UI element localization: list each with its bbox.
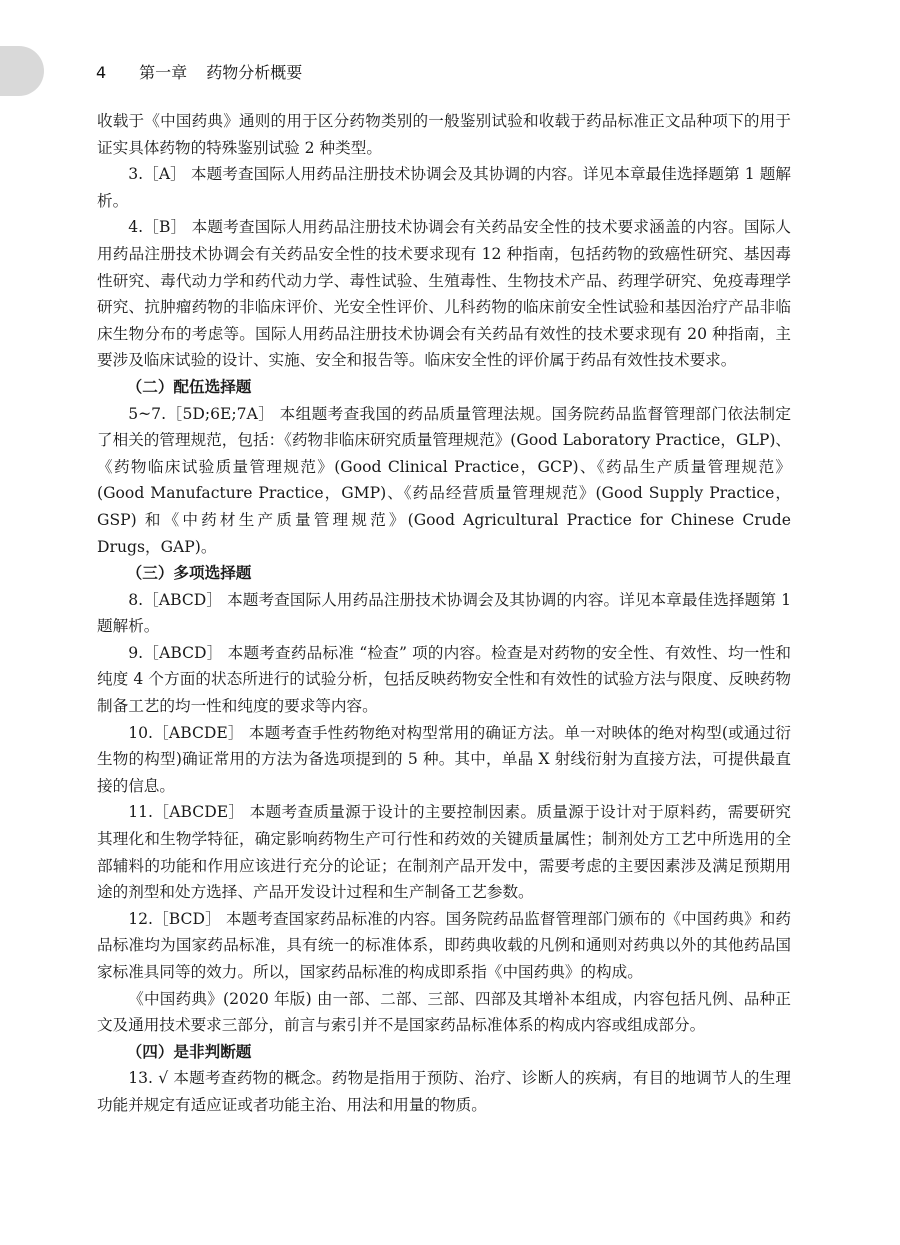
paragraph: 9.［ABCD］ 本题考查药品标准 “检查” 项的内容。检查是对药物的安全性、有效性、均一性和纯度 4 个方面的状态所进行的试验分析，包括反映药物安全性和有效性的试验方法与限度、反映药物制备工艺的均一性和纯度的要求等内容。 <box>97 643 791 716</box>
page-body <box>97 108 791 1119</box>
section-heading: （四）是非判断题 <box>126 1042 252 1061</box>
paragraph: 《中国药典》(2020 年版) 由一部、二部、三部、四部及其增补本组成，内容包括凡例、品种正文及通用技术要求三部分，前言与索引并不是国家药品标准体系的构成内容或组成部分。 <box>97 989 791 1035</box>
paragraph: 8.［ABCD］ 本题考查国际人用药品注册技术协调会及其协调的内容。详见本章最佳选择题第 1 题解析。 <box>97 590 791 636</box>
running-header <box>96 60 302 83</box>
paragraph: 10.［ABCDE］ 本题考查手性药物绝对构型常用的确证方法。单一对映体的绝对构型(或通过衍生物的构型)确证常用的方法为备选项提到的 5 种。其中，单晶 X 射线衍射为直接方法，可提供最直接的信息。 <box>97 723 791 795</box>
paragraph: 13. √ 本题考查药物的概念。药物是指用于预防、治疗、诊断人的疾病，有目的地调节人的生理功能并规定有适应证或者功能主治、用法和用量的物质。 <box>97 1069 791 1114</box>
page-number: 4 <box>96 63 107 82</box>
page-edge-tab <box>0 46 44 96</box>
section-heading: （二）配伍选择题 <box>126 377 252 396</box>
chapter-title: 药物分析概要 <box>206 63 303 82</box>
section-heading: （三）多项选择题 <box>126 564 252 583</box>
paragraph: 收载于《中国药典》通则的用于区分药物类别的一般鉴别试验和收载于药品标准正文品种项下的用于证实具体药物的特殊鉴别试验 2 种类型。 <box>97 112 791 157</box>
paragraph: 11.［ABCDE］ 本题考查质量源于设计的主要控制因素。质量源于设计对于原料药，需要研究其理化和生物学特征，确定影响药物生产可行性和药效的关键质量属性；制剂处方工艺中所选用的全部辅料的功能和作用应该进行充分的论证；在制剂产品开发中，需要考虑的主要因素涉及满足预期用途的剂型和处方选择、产品开发设计过程和生产制备工艺参数。 <box>97 803 791 902</box>
paragraph: 12.［BCD］ 本题考查国家药品标准的内容。国务院药品监督管理部门颁布的《中国药典》和药品标准均为国家药品标准，具有统一的标准体系，即药典收载的凡例和通则对药典以外的其他药品国家标准具同等的效力。所以，国家药品标准的构成即系指《中国药典》的构成。 <box>97 909 791 981</box>
paragraph: 3.［A］ 本题考查国际人用药品注册技术协调会及其协调的内容。详见本章最佳选择题第 1 题解析。 <box>97 165 791 210</box>
paragraph: 4.［B］ 本题考查国际人用药品注册技术协调会有关药品安全性的技术要求涵盖的内容。国际人用药品注册技术协调会有关药品安全性的技术要求现有 12 种指南，包括药物的致癌性研究、基因毒性研究、毒代动力学和药代动力学、毒性试验、生殖毒性、生物技术产品、药理学研究、免疫毒理学研究、抗肿瘤药物的非临床评价、光安全性评价、儿科药物的临床前安全性试验和基因治疗产品非临床生物分布的考虑等。国际人用药品注册技术协调会有关药品有效性的技术要求现有 20 种指南，主要涉及临床试验的设计、实施、安全和报告等。临床安全性的评价属于药品有效性技术要求。 <box>97 218 791 370</box>
paragraph: 5~7.［5D;6E;7A］ 本组题考查我国的药品质量管理法规。国务院药品监督管理部门依法制定了相关的管理规范，包括：《药物非临床研究质量管理规范》(Good Laboratory Practice，GLP)、《药物临床试验质量管理规范》(Good Clinical Practice，GCP)、《药品生产质量管理规范》(Good Manufacture Practice，GMP)、《药品经营质量管理规范》(Good Supply Practice，GSP) 和《中药材生产质量管理规范》(Good Agricultural Practice for Chinese Crude Drugs，GAP)。 <box>97 404 791 556</box>
chapter-label: 第一章 <box>139 63 188 82</box>
